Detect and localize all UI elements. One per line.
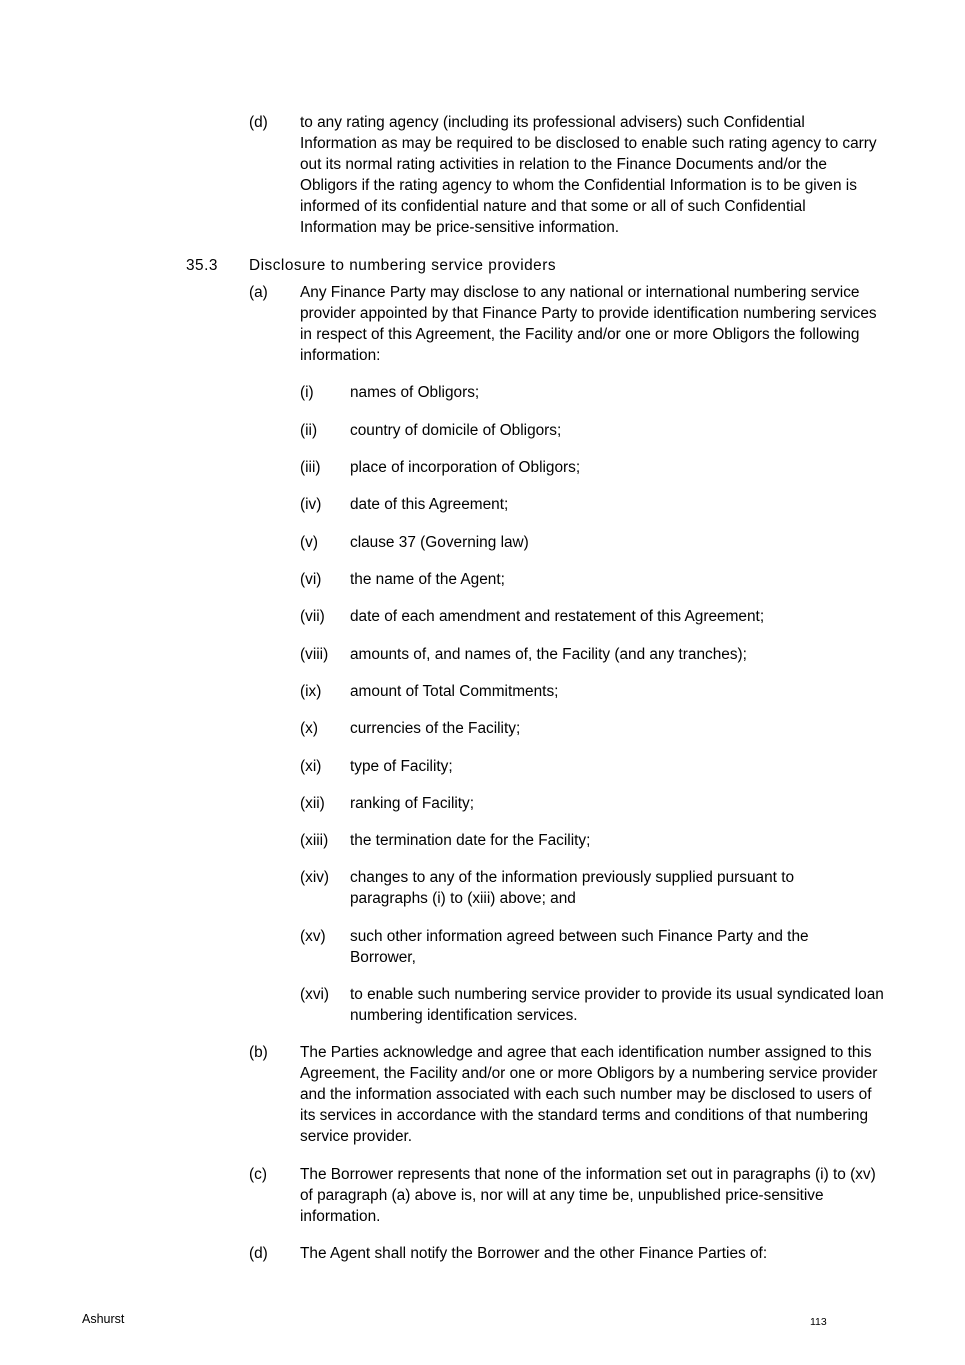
- list-item-label: (iii): [300, 459, 321, 476]
- list-item-label: (v): [300, 534, 318, 551]
- paragraph-label: (d): [249, 1245, 268, 1262]
- footer-firm-name: Ashurst: [82, 1312, 125, 1326]
- list-item-label: (xi): [300, 758, 322, 775]
- list-item: [0, 532, 965, 554]
- list-item: [0, 867, 965, 911]
- list-item-label: (vi): [300, 571, 322, 588]
- list-item: [0, 457, 965, 479]
- list-item-text: place of incorporation of Obligors;: [350, 459, 581, 476]
- list-item-label: (x): [300, 720, 318, 737]
- list-item-text: ranking of Facility;: [350, 795, 475, 812]
- paragraph-label: (d): [249, 114, 268, 131]
- list-item: [0, 420, 965, 442]
- list-item-label: (ix): [300, 683, 322, 700]
- list-item-label: (i): [300, 384, 314, 401]
- list-item-label: (iv): [300, 496, 322, 513]
- paragraph-label: (c): [249, 1166, 267, 1183]
- paragraph-d-notify: [0, 1243, 965, 1265]
- list-item-label: (xiii): [300, 832, 329, 849]
- list-item-text: the termination date for the Facility;: [350, 832, 591, 849]
- list-item-label: (xiv): [300, 869, 330, 886]
- list-item: [0, 681, 965, 703]
- list-item: [0, 606, 965, 628]
- list-item: [0, 984, 965, 1028]
- list-item: [0, 569, 965, 591]
- section-number: 35.3: [186, 257, 218, 274]
- list-item: [0, 793, 965, 815]
- section-heading: [0, 255, 965, 277]
- list-item-text: changes to any of the information previously supplied pursuant to paragraphs (i) to (xiii) above; and: [350, 869, 795, 907]
- page-number: 113: [810, 1316, 827, 1328]
- list-item-text: such other information agreed between such Finance Party and the Borrower,: [350, 928, 809, 966]
- paragraph-text: to any rating agency (including its professional advisers) such Confidential Information as may be required to be disclosed to enable such rating agency to carry out its normal rating activities in relation to the Finance Documents and/or the Obligors if the rating agency to whom the Confidential Information is to be given is informed of its confidential nature and that some or all of such Confidential Information may be price-sensitive information.: [300, 114, 877, 236]
- list-item-text: clause 37 (Governing law): [350, 534, 529, 551]
- list-item-label: (xvi): [300, 986, 330, 1003]
- paragraph-d-rating-agency: [0, 112, 965, 242]
- paragraph-text: The Agent shall notify the Borrower and the other Finance Parties of:: [300, 1245, 768, 1262]
- list-item: [0, 382, 965, 404]
- paragraph-text: Any Finance Party may disclose to any national or international numbering service provider appointed by that Finance Party to provide identification numbering services in respect of this Agreement, the Facility and/or one or more Obligors the following information:: [300, 284, 877, 364]
- list-item-label: (xii): [300, 795, 325, 812]
- list-item-text: currencies of the Facility;: [350, 720, 521, 737]
- paragraph-b: [0, 1042, 965, 1150]
- list-item-text: names of Obligors;: [350, 384, 480, 401]
- paragraph-label: (a): [249, 284, 268, 301]
- list-item-text: date of each amendment and restatement of this Agreement;: [350, 608, 765, 625]
- list-item-label: (vii): [300, 608, 325, 625]
- list-item: [0, 756, 965, 778]
- list-item-label: (viii): [300, 646, 329, 663]
- list-item-text: the name of the Agent;: [350, 571, 505, 588]
- list-item: [0, 926, 965, 970]
- list-item-text: date of this Agreement;: [350, 496, 509, 513]
- list-item: [0, 644, 965, 666]
- section-title: Disclosure to numbering service providers: [249, 257, 557, 274]
- list-item-label: (ii): [300, 422, 318, 439]
- list-item: [0, 494, 965, 516]
- list-item-text: type of Facility;: [350, 758, 453, 775]
- paragraph-text: The Borrower represents that none of the information set out in paragraphs (i) to (xv) of paragraph (a) above is, nor will at any time be, unpublished price-sensitive information.: [300, 1166, 876, 1225]
- paragraph-a: [0, 282, 965, 368]
- list-item-label: (xv): [300, 928, 326, 945]
- paragraph-text: The Parties acknowledge and agree that each identification number assigned to this Agreement, the Facility and/or one or more Obligors by a numbering service provider and the information associated with each such number may be disclosed to users of its services in accordance with the standard terms and conditions of that numbering service provider.: [300, 1044, 878, 1145]
- list-item-text: to enable such numbering service provider to provide its usual syndicated loan numbering identification services.: [350, 986, 884, 1024]
- list-item-text: country of domicile of Obligors;: [350, 422, 562, 439]
- list-item-text: amounts of, and names of, the Facility (and any tranches);: [350, 646, 747, 663]
- list-item: [0, 830, 965, 852]
- paragraph-label: (b): [249, 1044, 268, 1061]
- list-item-text: amount of Total Commitments;: [350, 683, 559, 700]
- list-item: [0, 718, 965, 740]
- paragraph-c: [0, 1164, 965, 1230]
